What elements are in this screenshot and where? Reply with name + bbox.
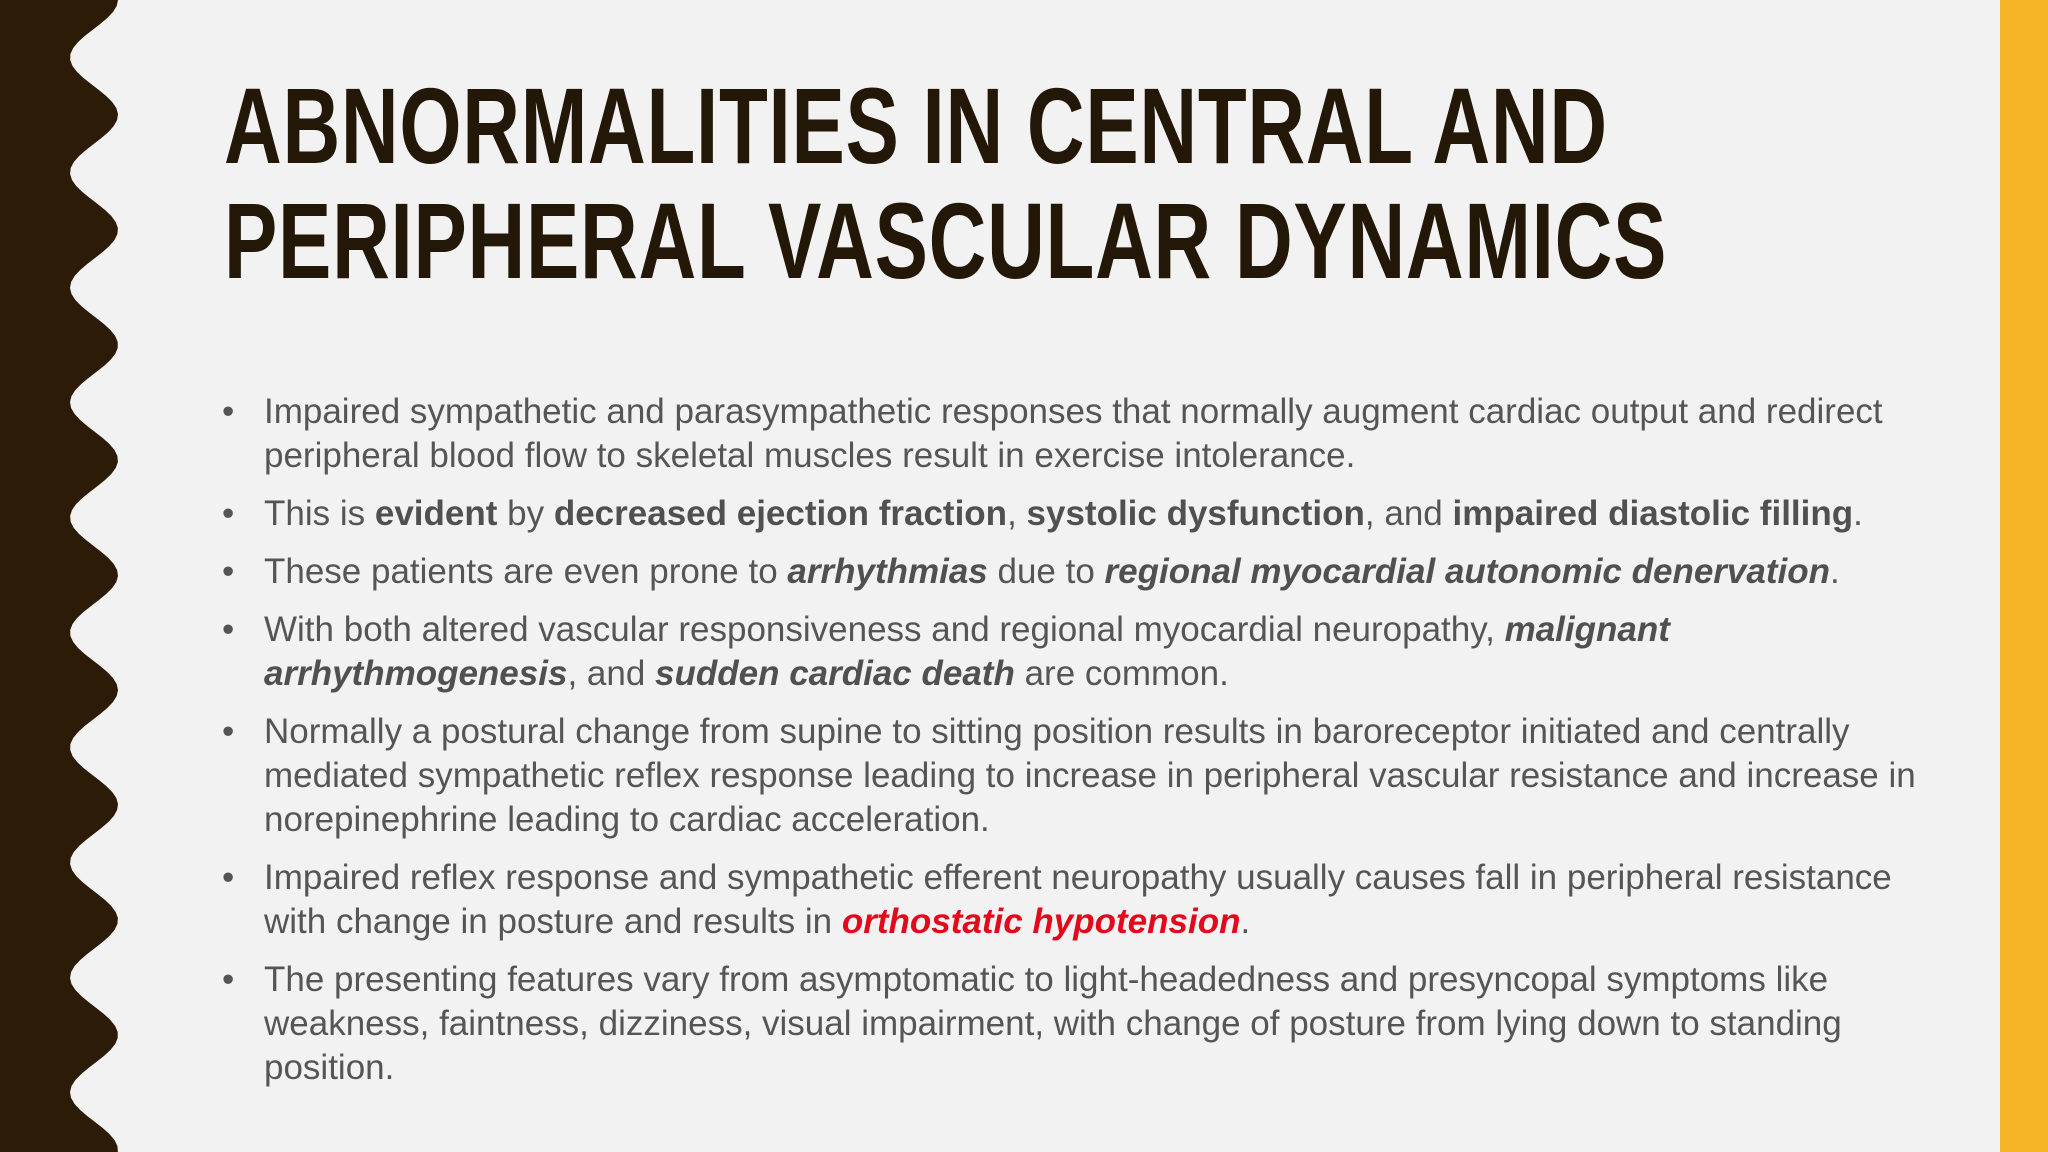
bullet-item [222,710,1922,842]
bullet-text: , and [567,654,656,693]
bullet-item [222,550,1922,594]
bullet-dot-icon: • [222,712,235,751]
decorative-wave-band [0,0,150,1152]
slide-title-line: ABNORMALITIES IN CENTRAL AND [224,65,1608,186]
bullet-text: Impaired sympathetic and parasympathetic responses that normally augment cardiac output and redirect peripheral blood flow to skeletal muscles result in exercise intolerance. [264,392,1883,475]
bullet-item [222,390,1922,478]
slide-title-line: PERIPHERAL VASCULAR DYNAMICS [224,180,1668,301]
bullet-emphasis: systolic dysfunction [1026,494,1365,533]
bullet-emphasis: decreased ejection fraction [553,494,1008,533]
bullet-dot-icon: • [222,858,235,897]
bullet-dot-icon: • [222,610,235,649]
bullet-item [222,958,1922,1090]
bullet-text: This is [264,494,375,533]
bullet-text: . [1240,902,1251,941]
bullet-dot-icon: • [222,960,235,999]
bullet-emphasis: malignant arrhythmogenesis [264,610,1670,693]
bullet-list [222,390,1922,1104]
bullet-emphasis: orthostatic hypotension [841,902,1241,941]
bullet-text: , and [1364,494,1453,533]
bullet-emphasis: regional myocardial autonomic denervation [1104,552,1830,591]
bullet-emphasis: evident [374,494,498,533]
bullet-text: are common. [1014,654,1229,693]
bullet-dot-icon: • [222,494,235,533]
accent-bar [2000,0,2048,1152]
bullet-text: due to [987,552,1105,591]
bullet-dot-icon: • [222,392,235,431]
bullet-text: With both altered vascular responsiveness and regional myocardial neuropathy, [264,610,1505,649]
wave-band-shape [0,0,118,1152]
bullet-item [222,856,1922,944]
bullet-text: by [497,494,554,533]
bullet-text: The presenting features vary from asymptomatic to light-headedness and presyncopal symptoms like weakness, faintness, dizziness, visual impairment, with change of posture from lying down to standing position. [264,960,1842,1087]
bullet-text: , [1007,494,1027,533]
bullet-text: . [1830,552,1840,591]
slide-title [224,65,1668,301]
bullet-item [222,608,1922,696]
bullet-text: . [1853,494,1863,533]
bullet-emphasis: arrhythmias [787,552,988,591]
bullet-text: Normally a postural change from supine to sitting position results in baroreceptor initiated and centrally mediated sympathetic reflex response leading to increase in peripheral vascular resistance and increase in norepinephrine leading to cardiac acceleration. [264,712,1916,839]
bullet-text: Impaired reflex response and sympathetic efferent neuropathy usually causes fall in peripheral resistance with change in posture and results in [264,858,1892,941]
bullet-text: These patients are even prone to [264,552,788,591]
bullet-dot-icon: • [222,552,235,591]
bullet-emphasis: sudden cardiac death [655,654,1015,693]
bullet-emphasis: impaired diastolic filling [1452,494,1854,533]
bullet-item [222,492,1922,536]
